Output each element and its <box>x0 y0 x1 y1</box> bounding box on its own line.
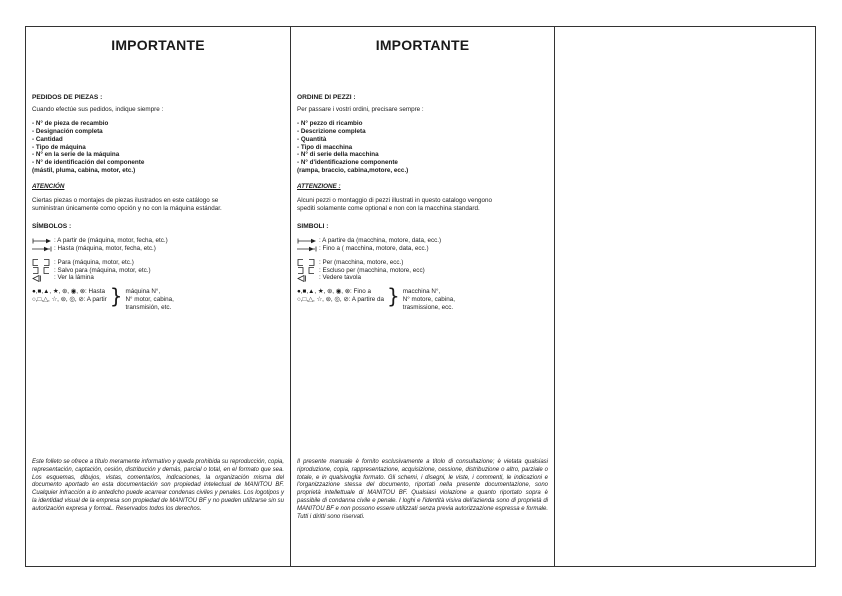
except-bracket-icon <box>32 267 54 274</box>
symbol-row <box>297 259 548 267</box>
list-item: - Tipo di macchina <box>297 143 353 151</box>
list-item: - Quantità <box>297 135 327 143</box>
brace-icon: } <box>387 284 400 309</box>
symbol-row <box>32 237 284 245</box>
order-items-list <box>32 120 284 175</box>
brace-icon: } <box>109 284 123 309</box>
attention-heading: ATTENZIONE : <box>297 183 341 191</box>
to-arrow-icon <box>297 246 319 252</box>
shapes-note: máquina N°, N° motor, cabina, transmisión, etc. <box>125 288 174 312</box>
symbol-label: : Escluso per (macchina, motore, ecc) <box>319 266 425 274</box>
see-plate-icon <box>32 275 54 282</box>
list-item: (rampa, braccio, cabina,motore, ecc.) <box>297 167 409 175</box>
orders-intro: Cuando efectúe sus pedidos, indique siempre : <box>32 105 164 113</box>
shapes-until: ●,■,▲, ★, ⊛, ◉, ⊗: Fino a <box>297 288 372 296</box>
shapes-from: ○,□,△, ☆, ⊚, ◎, ⊘: A partire da <box>297 296 384 304</box>
attention-heading: ATENCIÓN <box>32 183 65 191</box>
symbol-label: : A partire da (macchina, motore, data, ecc.) <box>319 236 442 244</box>
from-arrow-icon <box>297 238 319 244</box>
shapes-legend <box>32 284 284 312</box>
symbol-row <box>32 267 284 275</box>
list-item: - N° de identificación del componente <box>32 159 145 167</box>
see-plate-icon <box>297 275 319 282</box>
symbol-row <box>32 245 284 253</box>
legal-footer: Il presente manuale è fornito esclusivamente a titolo di consultazione; è vietata qualsiasi riproduzione, copia, rappresentazione, acquisizione, cessione, distribuzione o altro, parziale o totale, e in qualsivoglia formato. Gli schemi, i disegni, le viste, i commenti, le indicazioni e l'organizzazione stessa del documento, riportati nella presente documentazione, sono proprietà intellettuale di MANITOU BF. Qualsiasi violazione a quanto riportato sopra è passibile di condanna civile e penale. I loghi e l'identità visiva dell'azienda sono di proprietà di MANITOU BF e non possono essere utilizzati senza previa autorizzazione espressa e formale. Tutti i diritti sono riservati. <box>297 459 548 520</box>
page-title: IMPORTANTE <box>111 37 205 53</box>
column-spanish <box>26 27 290 566</box>
symbol-row <box>32 274 284 282</box>
symbol-label: : Ver la lámina <box>54 274 94 282</box>
symbol-row <box>297 237 548 245</box>
except-bracket-icon <box>297 267 319 274</box>
column-body <box>297 94 548 312</box>
column-italian <box>290 27 554 566</box>
list-item: - Tipo de máquina <box>32 143 86 151</box>
symbol-row <box>297 245 548 253</box>
from-arrow-icon <box>32 238 54 244</box>
symbol-label: : Hasta (máquina, motor, fecha, etc.) <box>54 244 156 252</box>
attention-text-line: Alcuni pezzi o montaggio di pezzi illustrati in questo catalogo vengono <box>297 197 492 205</box>
list-item: - Descrizione completa <box>297 127 366 135</box>
symbol-row <box>32 259 284 267</box>
page-title: IMPORTANTE <box>375 37 470 53</box>
for-bracket-icon <box>32 259 54 266</box>
legal-footer: Este folleto se ofrece a título meramente informativo y queda prohibida su reproducción, copia, representación, captación, cesión, distribución y demás, parcial o total, en el formato que sea. Los esquemas, dibujos, vistas, comentarios, indicaciones, la organización misma del documento aportado en esta documentación son propiedad intelectual de MANITOU BF. Cualquier infracción a lo antedicho puede acarrear condenas civiles y penales. Los logotipos y la identidad visual de la empresa son propiedad de MANITOU BF y no pueden utilizarse sin su autorización expresa y formaL. Reservados todos los derechos. <box>32 459 284 512</box>
orders-heading: PEDIDOS DE PIEZAS : <box>32 94 103 101</box>
symbols-heading: SÍMBOLOS : <box>32 222 72 230</box>
shapes-until: ●,■,▲, ★, ⊛, ◉, ⊗: Hasta <box>32 288 105 296</box>
orders-heading: ORDINE DI PEZZI : <box>297 94 356 101</box>
order-items-list <box>297 120 548 175</box>
attention-text-line: suministran únicamente como opción y no con la máquina estándar. <box>32 204 222 212</box>
orders-intro: Per passare i vostri ordini, precisare sempre : <box>297 105 424 113</box>
list-item: - Cantidad <box>32 135 63 143</box>
symbols-heading: SIMBOLI : <box>297 222 329 230</box>
list-item: - N° de pieza de recambio <box>32 119 109 127</box>
list-item: - N° pezzo di ricambio <box>297 119 363 127</box>
shapes-note: macchina N°, N° motore, cabina, trasmissione, ecc. <box>402 288 455 312</box>
symbol-label: : Para (máquina, motor, etc.) <box>54 258 134 266</box>
symbol-row <box>297 274 548 282</box>
list-item: (mástil, pluma, cabina, motor, etc.) <box>32 167 136 175</box>
list-item: - N° d'identificazione componente <box>297 159 398 167</box>
for-bracket-icon <box>297 259 319 266</box>
attention-text-line: Ciertas piezas o montajes de piezas ilustrados en este catálogo se <box>32 197 219 205</box>
symbol-row <box>297 267 548 275</box>
page-frame <box>25 26 816 567</box>
attention-text-line: spediti solamente come optional e non con la macchina standard. <box>297 204 480 212</box>
symbol-label: : Fino a ( macchina, motore, data, ecc.) <box>319 244 429 252</box>
shapes-legend <box>297 284 548 312</box>
list-item: - N° di serie della macchina <box>297 151 379 159</box>
symbol-label: : A partir de (máquina, motor, fecha, etc.) <box>54 236 168 244</box>
symbol-label: : Vedere tavola <box>319 274 362 282</box>
symbol-label: : Per (macchina, motore, ecc.) <box>319 258 404 266</box>
shapes-from: ○,□,△, ☆, ⊚, ◎, ⊘: A partir <box>32 296 107 304</box>
column-empty <box>554 27 817 566</box>
symbol-label: : Salvo para (máquina, motor, etc.) <box>54 266 151 274</box>
list-item: - Designación completa <box>32 127 103 135</box>
column-body <box>32 94 284 312</box>
to-arrow-icon <box>32 246 54 252</box>
list-item: - N° en la serie de la máquina <box>32 151 120 159</box>
